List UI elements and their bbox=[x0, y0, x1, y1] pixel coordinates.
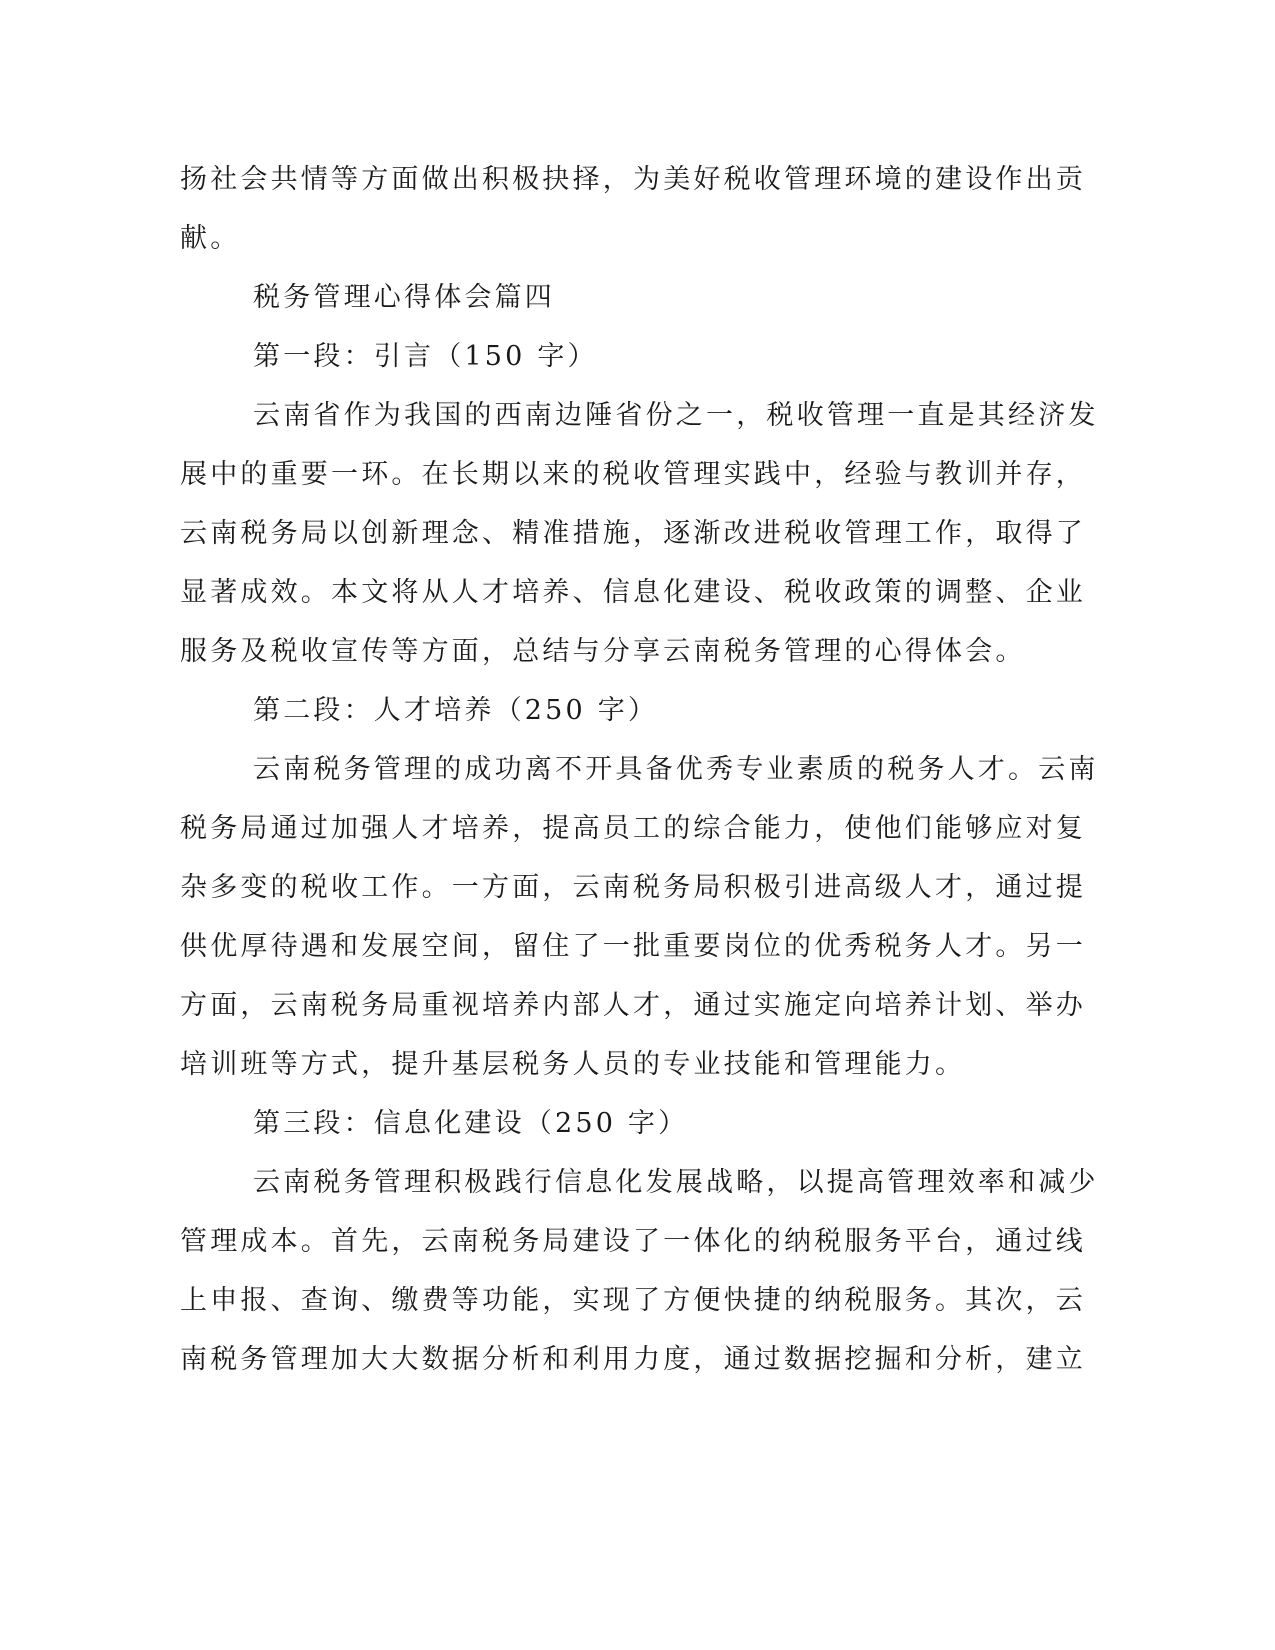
section-subheading: 第一段：引言（150 字） bbox=[253, 341, 598, 372]
paragraph-line: 显著成效。本文将从人才培养、信息化建设、税收政策的调整、企业 bbox=[180, 577, 1086, 608]
paragraph-line: 扬社会共情等方面做出积极抉择，为美好税收管理环境的建设作出贡 bbox=[180, 164, 1086, 195]
paragraph-line: 献。 bbox=[180, 223, 241, 254]
paragraph-line: 上申报、查询、缴费等功能，实现了方便快捷的纳税服务。其次，云 bbox=[180, 1285, 1086, 1316]
section-heading: 税务管理心得体会篇四 bbox=[253, 282, 555, 313]
paragraph-line: 展中的重要一环。在长期以来的税收管理实践中，经验与教训并存， bbox=[180, 459, 1086, 490]
paragraph-line: 杂多变的税收工作。一方面，云南税务局积极引进高级人才，通过提 bbox=[180, 872, 1086, 903]
paragraph-line: 云南税务局以创新理念、精准措施，逐渐改进税收管理工作，取得了 bbox=[180, 518, 1086, 549]
paragraph-line: 云南税务管理积极践行信息化发展战略，以提高管理效率和减少 bbox=[253, 1167, 1099, 1198]
paragraph-line: 培训班等方式，提升基层税务人员的专业技能和管理能力。 bbox=[180, 1049, 966, 1080]
paragraph-line: 税务局通过加强人才培养，提高员工的综合能力，使他们能够应对复 bbox=[180, 813, 1086, 844]
paragraph-line: 方面，云南税务局重视培养内部人才，通过实施定向培养计划、举办 bbox=[180, 990, 1086, 1021]
paragraph-line: 供优厚待遇和发展空间，留住了一批重要岗位的优秀税务人才。另一 bbox=[180, 931, 1086, 962]
paragraph-line: 服务及税收宣传等方面，总结与分享云南税务管理的心得体会。 bbox=[180, 636, 1026, 667]
section-subheading: 第二段：人才培养（250 字） bbox=[253, 695, 659, 726]
paragraph-line: 云南税务管理的成功离不开具备优秀专业素质的税务人才。云南 bbox=[253, 754, 1099, 785]
paragraph-line: 南税务管理加大大数据分析和利用力度，通过数据挖掘和分析，建立 bbox=[180, 1344, 1086, 1375]
section-subheading: 第三段：信息化建设（250 字） bbox=[253, 1108, 689, 1139]
paragraph-line: 管理成本。首先，云南税务局建设了一体化的纳税服务平台，通过线 bbox=[180, 1226, 1086, 1257]
paragraph-line: 云南省作为我国的西南边陲省份之一，税收管理一直是其经济发 bbox=[253, 400, 1099, 431]
